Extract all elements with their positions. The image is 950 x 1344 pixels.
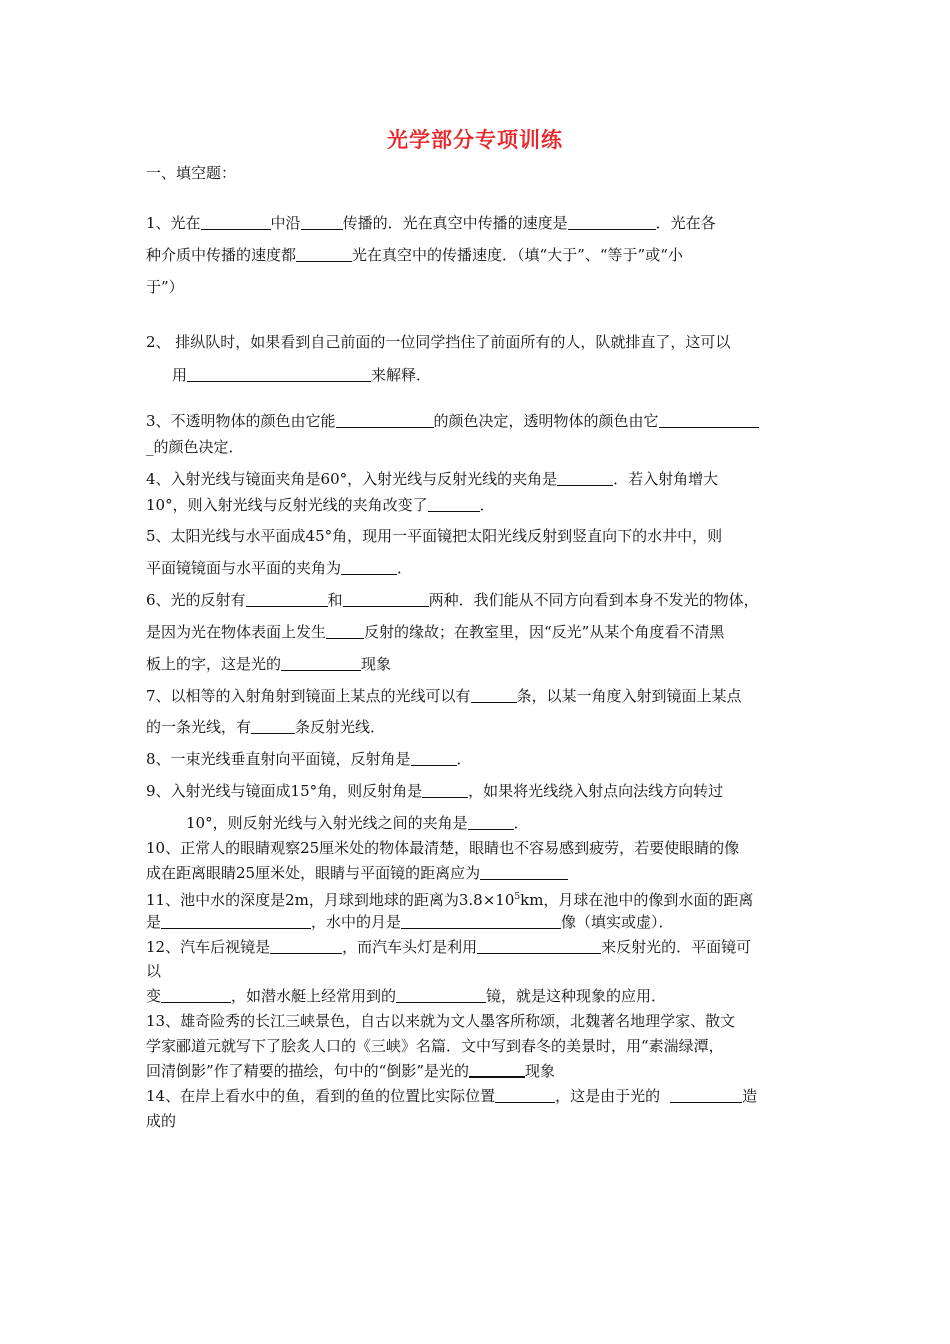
answer-blank[interactable] bbox=[326, 623, 364, 639]
answer-blank[interactable] bbox=[396, 987, 486, 1003]
question-7-line-2: 的一条光线，有 条反射光线． bbox=[146, 718, 386, 736]
question-13-line-1: 13、雄奇险秀的长江三峡景色，自古以来就为文人墨客所称颂，北魏著名地理学家、散文 bbox=[146, 1012, 736, 1030]
question-5-line-1: 5、太阳光线与水平面成45°角，现用一平面镜把太阳光线反射到竖直向下的水井中，则 bbox=[146, 527, 723, 545]
answer-blank[interactable] bbox=[296, 246, 352, 262]
question-6-line-2: 是因为光在物体表面上发生 反射的缘故；在教室里，因“反光”从某个角度看不清黑 bbox=[146, 623, 725, 641]
question-14-line-2: 成的 bbox=[146, 1112, 177, 1130]
answer-blank[interactable] bbox=[401, 913, 561, 929]
answer-blank[interactable] bbox=[187, 366, 371, 382]
question-14-line-1: 14、在岸上看水中的鱼，看到的鱼的位置比实际位置 ，这是由于光的 造 bbox=[146, 1087, 758, 1105]
question-10-line-2: 成在距离眼睛25厘米处，眼睛与平面镜的距离应为 bbox=[146, 863, 568, 883]
question-4-line-2: 10°，则入射光线与反射光线的夹角改变了 ． bbox=[146, 496, 495, 514]
question-12-line-2: 以 bbox=[146, 962, 162, 980]
answer-blank[interactable] bbox=[495, 1087, 555, 1103]
answer-blank[interactable] bbox=[557, 470, 613, 486]
page-title: 光学部分专项训练 bbox=[387, 128, 563, 152]
answer-blank[interactable] bbox=[336, 412, 434, 428]
question-1-line-1: 1、光在 中沿 传播的．光在真空中传播的速度是 ．光在各 bbox=[146, 214, 716, 232]
question-9-line-2: 10°，则反射光线与入射光线之间的夹角是 ． bbox=[186, 814, 529, 832]
question-12-line-1: 12、汽车后视镜是 ，而汽车头灯是利用 来反射光的．平面镜可 bbox=[146, 938, 752, 956]
answer-blank[interactable] bbox=[251, 718, 295, 734]
question-13-line-3: 回清倒影”作了精要的描绘，句中的“倒影”是光的 现象 bbox=[146, 1062, 556, 1080]
question-11-line-1: 11、池中水的深度是2m，月球到地球的距离为$3.8\times 10^5km$，月球在池中的像到水面的距离 bbox=[146, 891, 754, 909]
question-6-line-3: 板上的字，这是光的 现象 bbox=[146, 655, 392, 673]
answer-blank[interactable] bbox=[568, 214, 656, 230]
answer-blank[interactable] bbox=[281, 655, 361, 671]
question-9-line-1: 9、入射光线与镜面成15°角，则反射角是 ，如果将光线绕入射点向法线方向转过 bbox=[146, 782, 724, 800]
question-1-line-3: 于”） bbox=[146, 278, 184, 296]
answer-blank[interactable] bbox=[301, 214, 343, 230]
answer-blank[interactable] bbox=[469, 1061, 525, 1078]
answer-blank[interactable] bbox=[670, 1087, 742, 1103]
answer-blank[interactable] bbox=[270, 938, 342, 954]
question-1-line-2: 种介质中传播的速度都 光在真空中的传播速度．（填“大于”、“等于”或“小 bbox=[146, 246, 683, 264]
question-5-line-2: 平面镜镜面与水平面的夹角为 ． bbox=[146, 559, 413, 577]
section-heading: 一、填空题： bbox=[146, 164, 237, 182]
answer-blank[interactable] bbox=[246, 591, 328, 607]
question-12-line-3: 变 ，如潜水艇上经常用到的 镜，就是这种现象的应用． bbox=[146, 987, 667, 1005]
question-4-line-1: 4、入射光线与镜面夹角是60°，入射光线与反射光线的夹角是 ．若入射角增大 bbox=[146, 470, 719, 488]
question-8-line-1: 8、一束光线垂直射向平面镜，反射角是 ． bbox=[146, 750, 472, 768]
answer-blank[interactable] bbox=[480, 864, 568, 880]
answer-blank[interactable] bbox=[659, 412, 759, 428]
answer-blank[interactable] bbox=[422, 782, 468, 798]
question-2-line-2: 用 来解释． bbox=[172, 366, 432, 384]
answer-blank[interactable] bbox=[477, 938, 601, 954]
answer-blank[interactable] bbox=[161, 987, 231, 1003]
question-7-line-1: 7、以相等的入射角射到镜面上某点的光线可以有 条，以某一角度入射到镜面上某点 bbox=[146, 687, 742, 705]
question-6-line-1: 6、光的反射有 和 两种．我们能从不同方向看到本身不发光的物体， bbox=[146, 591, 759, 609]
answer-blank[interactable] bbox=[341, 559, 397, 575]
answer-blank[interactable] bbox=[428, 496, 480, 512]
question-3-line-1: 3、不透明物体的颜色由它能 的颜色决定，透明物体的颜色由它 bbox=[146, 411, 759, 431]
answer-blank[interactable] bbox=[161, 913, 311, 929]
answer-blank[interactable] bbox=[468, 814, 514, 830]
question-2-line-1: 2、 排纵队时，如果看到自己前面的一位同学挡住了前面所有的人，队就排直了，这可以 bbox=[146, 333, 731, 351]
answer-blank[interactable] bbox=[201, 214, 271, 230]
answer-blank[interactable] bbox=[471, 687, 517, 703]
question-3-line-2: _的颜色决定． bbox=[146, 438, 244, 456]
question-13-line-2: 学家郦道元就写下了脍炙人口的《三峡》名篇．文中写到春冬的美景时，用“素湍绿潭， bbox=[146, 1037, 724, 1055]
answer-blank[interactable] bbox=[343, 591, 429, 607]
answer-blank[interactable] bbox=[411, 750, 457, 766]
question-11-line-2: 是 ，水中的月是 像（填实或虚）． bbox=[146, 913, 674, 931]
question-10-line-1: 10、正常人的眼睛观察25厘米处的物体最清楚，眼睛也不容易感到疲劳，若要使眼睛的像 bbox=[146, 839, 740, 857]
